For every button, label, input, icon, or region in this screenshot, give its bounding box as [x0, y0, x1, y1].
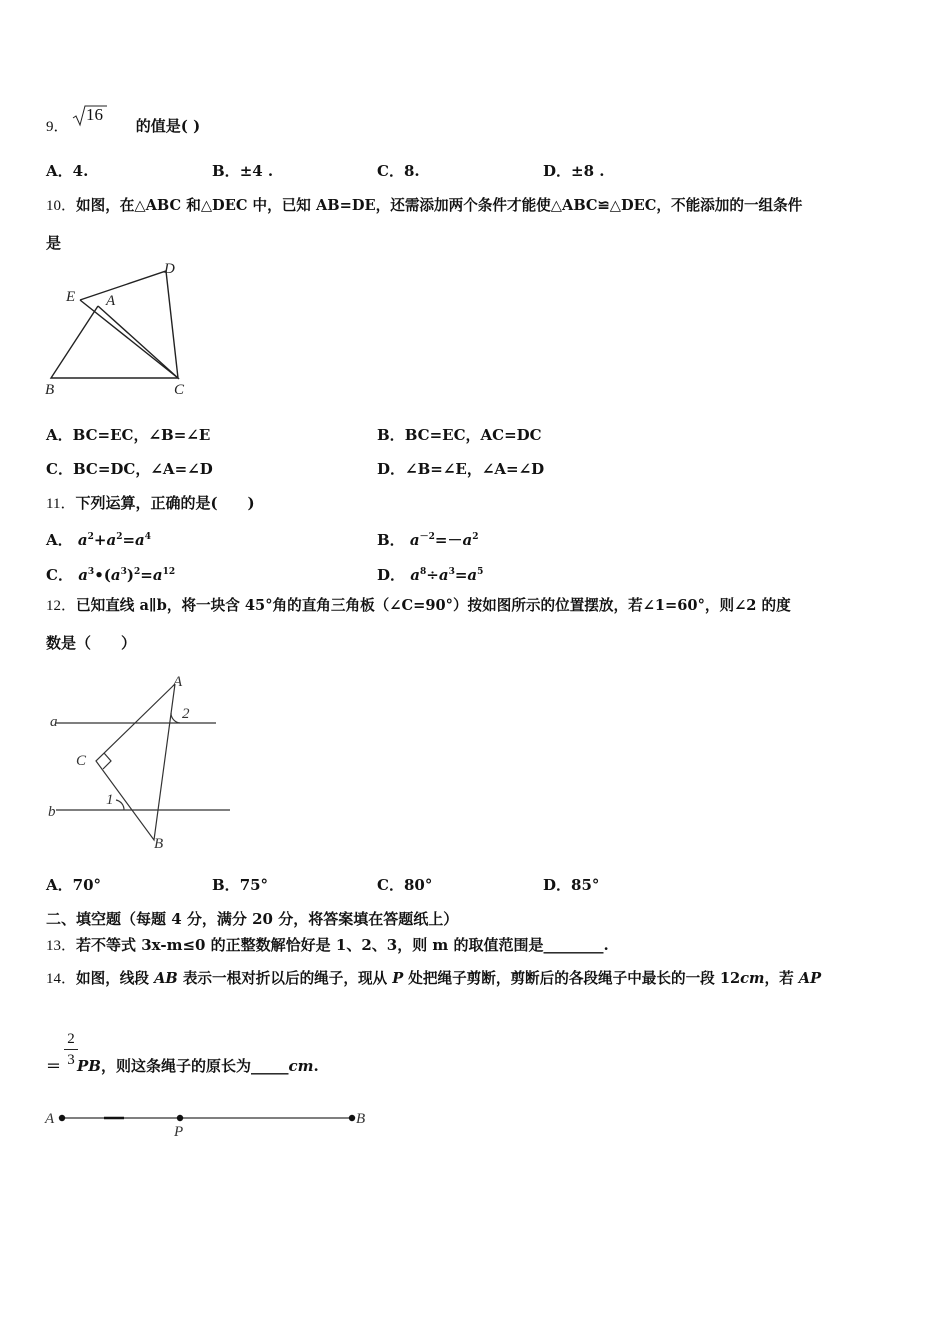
q11-stem [46, 493, 255, 514]
section2-title: 二、填空题（每题 4 分，满分 20 分，将答案填在答题纸上） [46, 910, 459, 928]
q12-figure [40, 668, 240, 858]
q11-number: 11． [46, 496, 76, 512]
q10-stem-line1: 如图，在△ABC 和△DEC 中，已知 AB=DE，还需添加两个条件才能使△ABC≌△DEC，不能添加的一组条件 [76, 197, 803, 214]
q10-label-e: E [66, 289, 76, 305]
q12-option-b[interactable]: B．75° [212, 876, 269, 894]
q14-label-b: B [356, 1111, 366, 1127]
q11-option-a[interactable]: A． $a^2+a^2=a^4$ [46, 531, 152, 549]
q12-label-line-b: b [48, 804, 56, 820]
fraction-bar [64, 1049, 78, 1050]
q14-frac-numerator: 2 [67, 1031, 75, 1047]
q14-figure [40, 1104, 380, 1144]
q12-stem-line2: 数是（ ） [46, 634, 137, 652]
q10-label-c: C [174, 382, 185, 398]
q14-point-a [59, 1115, 65, 1121]
q10-label-b: B [45, 382, 55, 398]
q12-option-c[interactable]: C．80° [377, 876, 433, 894]
q14-frac-denominator: 3 [67, 1052, 75, 1068]
q12-option-d[interactable]: D．85° [543, 876, 600, 894]
q9-option-a[interactable]: A．4. [46, 162, 89, 180]
q10-stem-line2: 是 [46, 234, 62, 252]
q9-number: 9． [46, 119, 69, 135]
q9-option-d[interactable]: D．±8 . [543, 162, 605, 180]
q12-label-a-vertex: A [173, 674, 183, 690]
q12-label-angle1: 1 [106, 792, 114, 808]
q9-radicand: 16 [86, 105, 103, 124]
q12-label-c: C [76, 753, 87, 769]
q12-stem-line1: 已知直线 a∥b，将一块含 45°角的直角三角板（∠C=90°）按如图所示的位置摆放，若∠1=60°，则∠2 的度 [76, 597, 791, 614]
q14-fraction [64, 1030, 78, 1069]
q10-figure [40, 258, 200, 398]
q12-label-b: B [154, 836, 164, 852]
q12-stem [46, 596, 791, 616]
q11-option-b[interactable]: B． $a^{-2}=-a^2$ [377, 531, 479, 549]
q13-number: 13． [46, 938, 77, 954]
q12-number: 12． [46, 598, 77, 614]
q14-stem: 14．如图，线段 AB 表示一根对折以后的绳子，现从 P 处把绳子剪断，剪断后的各段绳子中最长的一段 12cm，若 AP [46, 970, 822, 987]
q14-number: 14． [46, 971, 77, 987]
q13-stem-text: 若不等式 3x-m≤0 的正整数解恰好是 1、2、3，则 m 的取值范围是________. [76, 936, 609, 954]
q9-option-b[interactable]: B．±4 . [212, 162, 274, 180]
q14-label-p: P [174, 1124, 184, 1140]
q11-option-d[interactable]: D． $a^8\div a^3=a^5$ [377, 566, 484, 584]
q14-stem-line2: ＝ PB，则这条绳子的原长为_____cm. [46, 1057, 319, 1075]
q14-label-a: A [45, 1111, 55, 1127]
q10-option-a[interactable]: A．BC=EC，∠B=∠E [46, 426, 211, 444]
q12-option-a[interactable]: A．70° [46, 876, 102, 894]
q10-stem [46, 196, 802, 216]
q9-option-c[interactable]: C．8. [377, 162, 420, 180]
q12-label-angle2: 2 [182, 706, 190, 722]
q14-point-p [177, 1115, 183, 1121]
q10-label-d: D [164, 261, 175, 277]
q11-option-c[interactable]: C． $a^3•(a^3)^2=a^{12}$ [46, 566, 176, 584]
q10-number: 10． [46, 198, 77, 214]
q10-label-a: A [106, 293, 116, 309]
q10-option-b[interactable]: B．BC=EC，AC=DC [377, 426, 542, 444]
q9-stem [46, 116, 200, 137]
q13-stem [46, 935, 609, 956]
q10-option-d[interactable]: D．∠B=∠E，∠A=∠D [377, 460, 545, 478]
q14-point-b [349, 1115, 355, 1121]
q9-stem-text: 的值是( ) [135, 117, 201, 135]
q11-stem-text: 下列运算，正确的是( ) [75, 494, 255, 512]
q10-option-c[interactable]: C．BC=DC，∠A=∠D [46, 460, 213, 478]
q12-label-line-a: a [50, 714, 58, 730]
